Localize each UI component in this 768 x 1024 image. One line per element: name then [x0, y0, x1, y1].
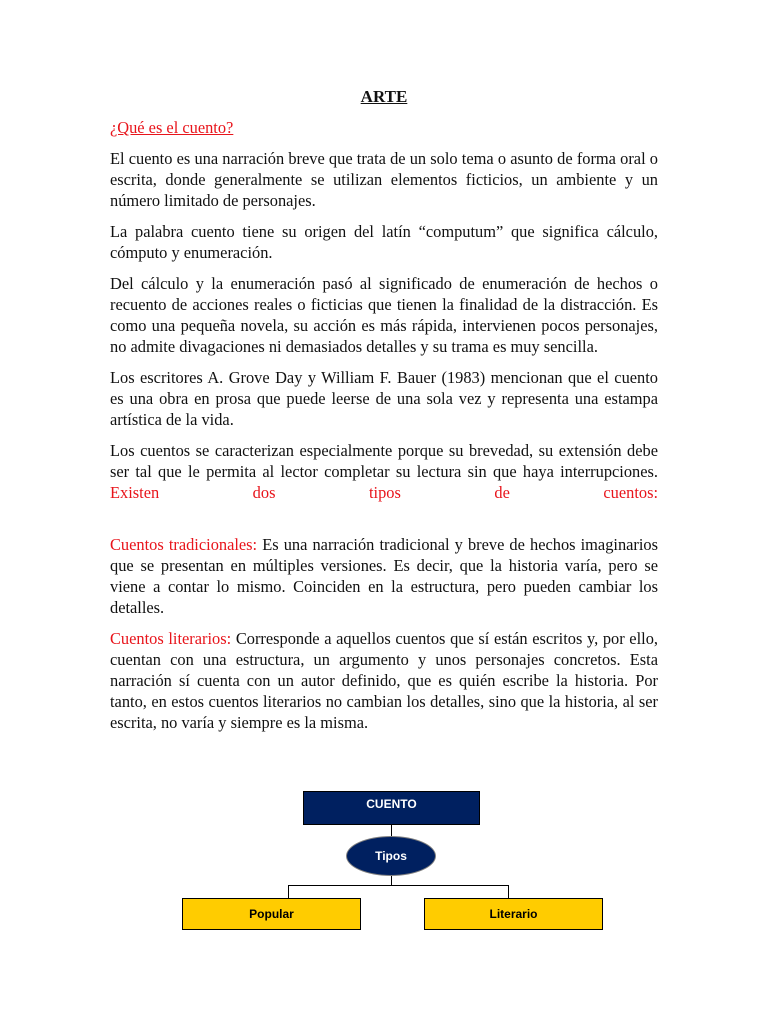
connector-horizontal: [288, 885, 508, 886]
diagram-right-label: Literario: [489, 907, 538, 921]
paragraph-traditional: [110, 534, 658, 618]
diagram-root-box: CUENTO: [303, 791, 480, 825]
connector-right: [508, 885, 509, 898]
diagram-left-box: [182, 898, 361, 930]
diagram-right-box: [424, 898, 603, 930]
traditional-text: Es una narración tradicional y breve de hechos imaginarios que se presentan en múltiples versiones. Es decir, que la historia varía, pero se viene a contar lo mismo. Coinciden en la estructura, pero pueden cambiar los detalles.: [110, 535, 658, 617]
diagram-middle-ellipse: [346, 836, 436, 876]
types-intro: Existen dos tipos de cuentos:: [110, 483, 658, 502]
paragraph-authors: Los escritores A. Grove Day y William F. Bauer (1983) mencionan que el cuento es una obra en prosa que puede leerse de una sola vez y representa una estampa artística de la vida.: [110, 368, 658, 429]
connector-root-middle: [391, 825, 392, 836]
document-body: [110, 86, 658, 743]
spacer: [110, 513, 658, 534]
paragraph-origin: La palabra cuento tiene su origen del latín “computum” que significa cálculo, cómputo y enumeración.: [110, 222, 658, 262]
diagram-left-label: Popular: [249, 907, 294, 921]
literary-text: Corresponde a aquellos cuentos que sí están escritos y, por ello, cuentan con una estructura, un argumento y unos personajes concretos. Esta narración sí cuenta con un autor definido, que es quién escribe la historia. Por tanto, en estos cuentos literarios no cambian los detalles, sino que la historia, al ser escrita, no varía y siempre es la misma.: [110, 629, 658, 732]
literary-label: Cuentos literarios:: [110, 629, 232, 648]
diagram-middle-label: Tipos: [375, 849, 407, 863]
paragraph-meaning: Del cálculo y la enumeración pasó al significado de enumeración de hechos o recuento de acciones reales o ficticias que tienen la finalidad de la distracción. Es como una pequeña novela, su acción es más rápida, intervienen pocos personajes, no admite divagaciones ni demasiados detalles y su trama es muy sencilla.: [110, 274, 658, 356]
section-heading: ¿Qué es el cuento?: [110, 118, 234, 137]
page-title: ARTE: [360, 87, 408, 106]
paragraph-literary: [110, 628, 658, 733]
connector-left: [288, 885, 289, 898]
connector-middle-down: [391, 876, 392, 885]
paragraph-characteristics: [110, 440, 658, 503]
traditional-label: Cuentos tradicionales:: [110, 535, 258, 554]
characteristics-text: Los cuentos se caracterizan especialmente porque su brevedad, su extensión debe ser tal que le permita al lector completar su lectura sin que haya interrupciones.: [110, 441, 658, 481]
paragraph-definition: El cuento es una narración breve que trata de un solo tema o asunto de forma oral o escrita, donde generalmente se utilizan elementos ficticios, un ambiente y un número limitado de personajes.: [110, 149, 658, 210]
